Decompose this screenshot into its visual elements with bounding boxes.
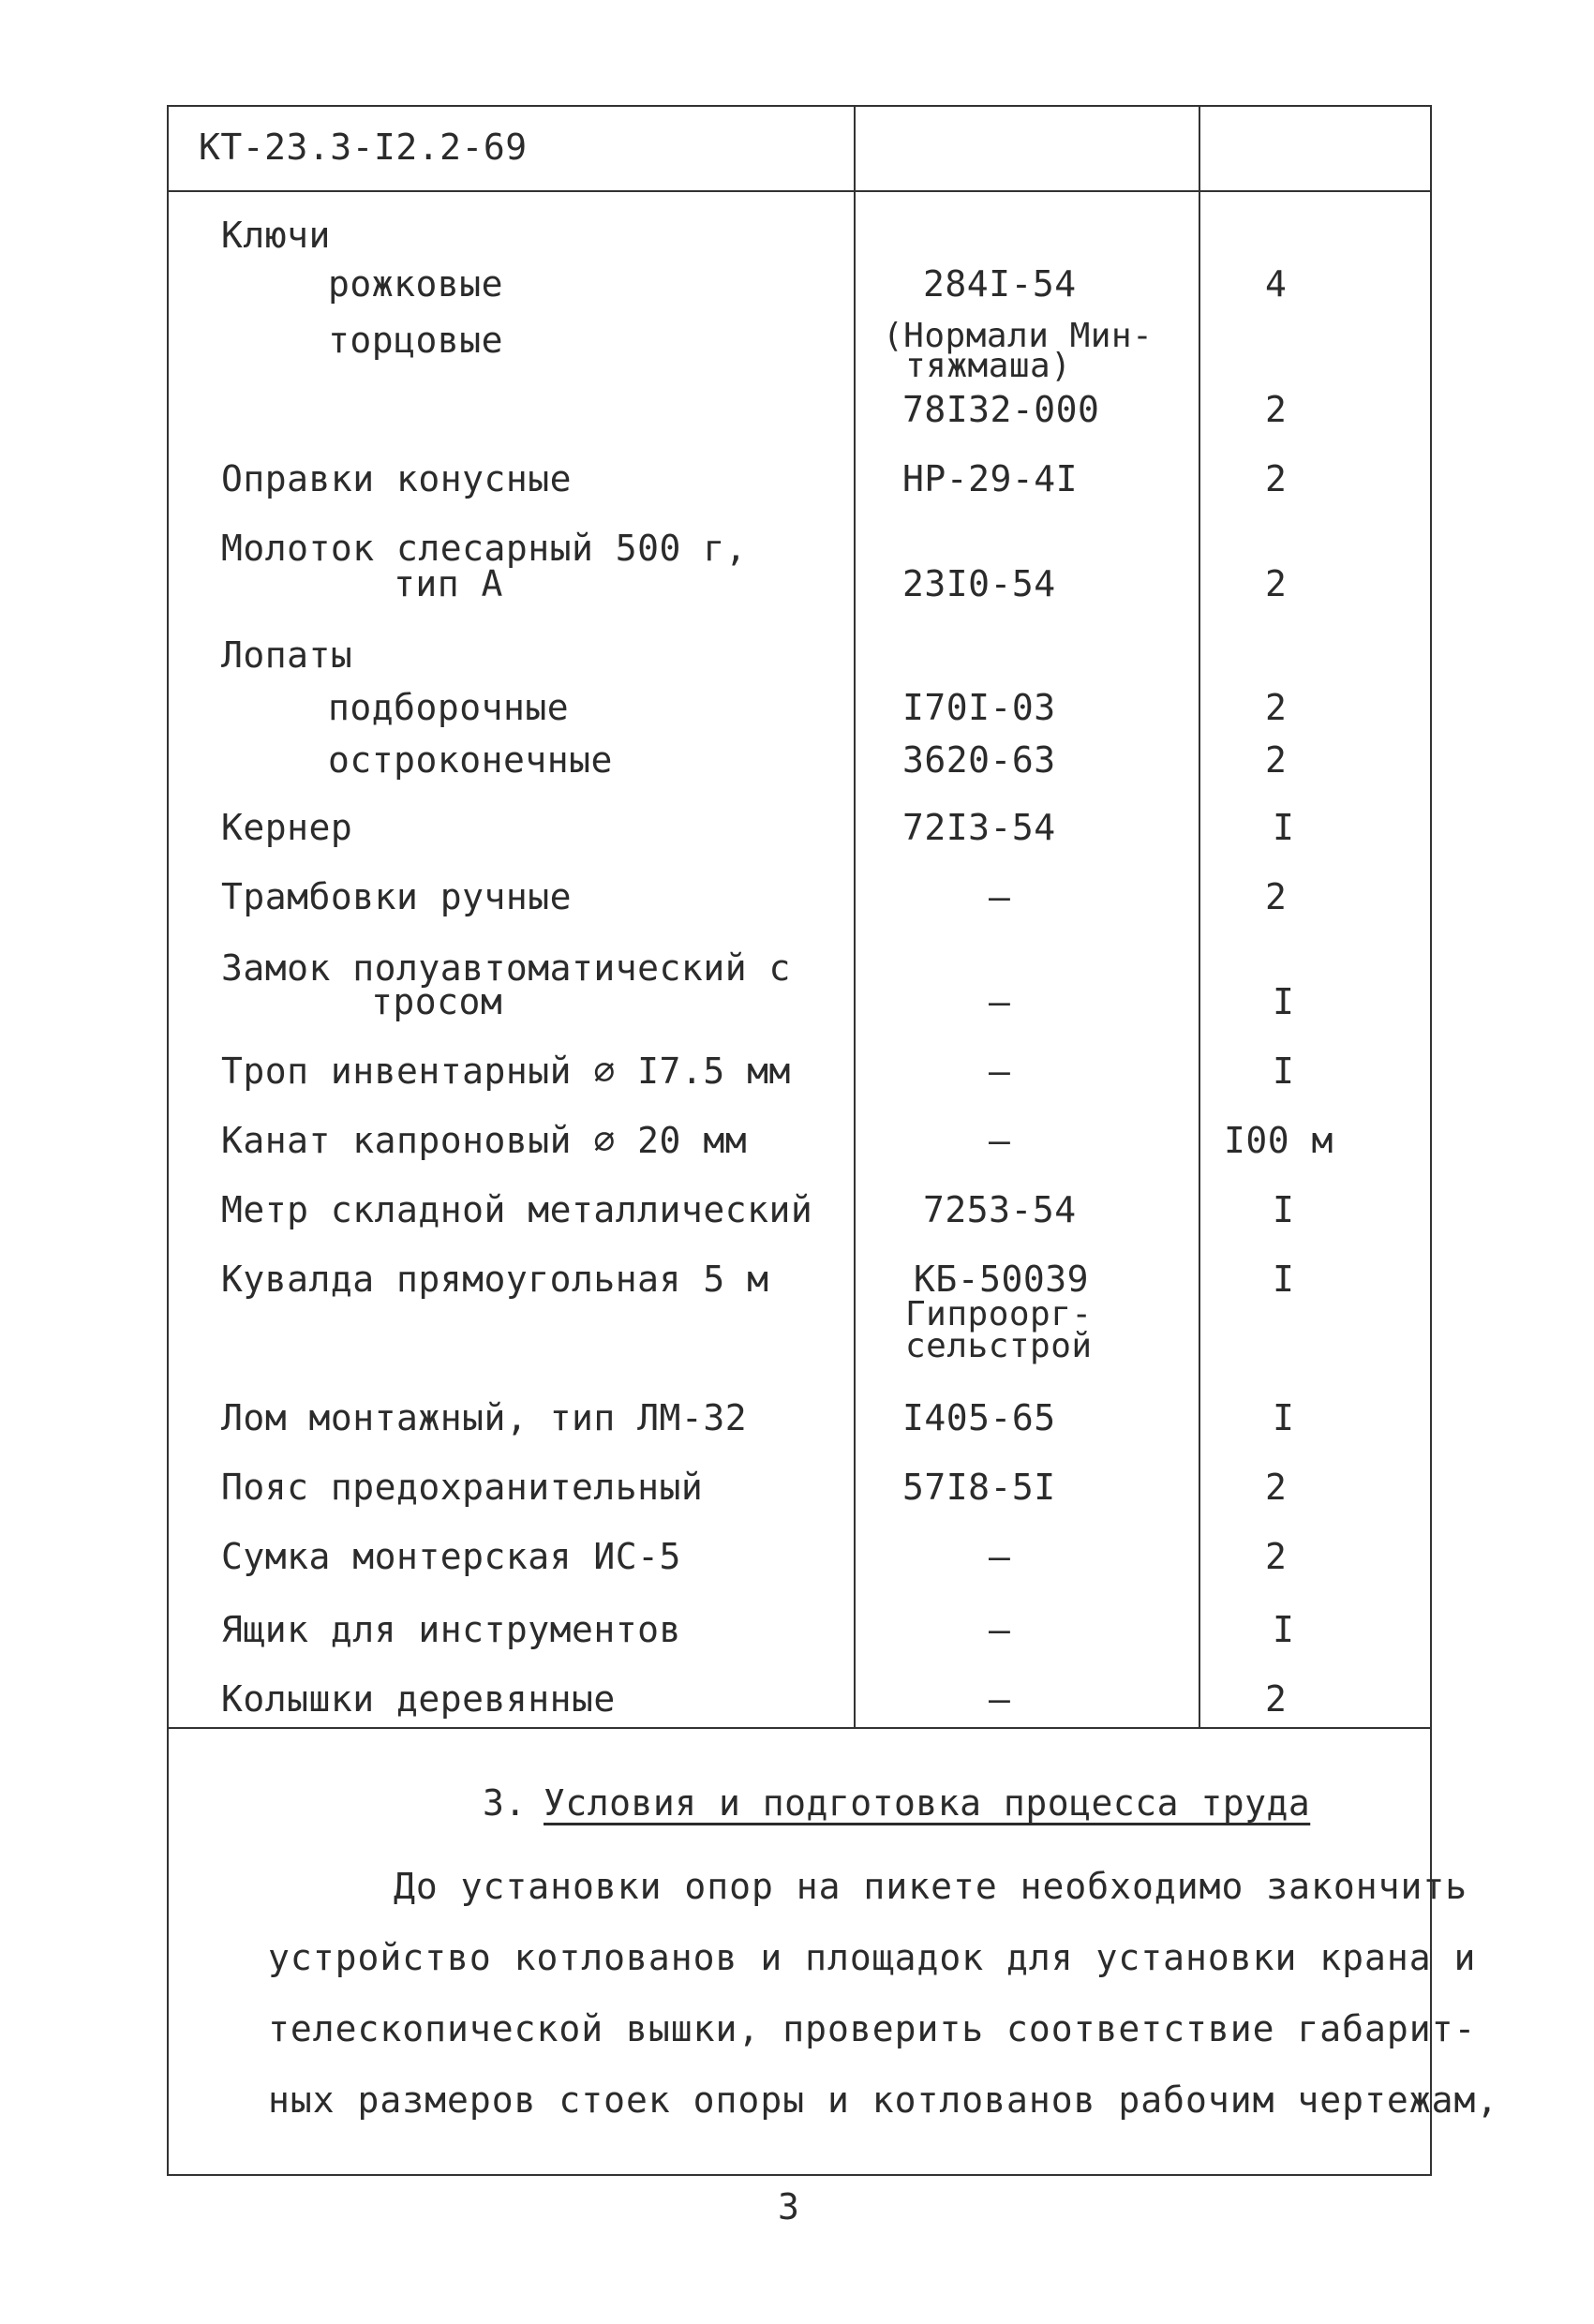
row-norm: КБ-50039 (914, 1259, 1090, 1300)
row-norm: 3620-63 (902, 739, 1056, 781)
row-qty: I (1273, 1609, 1295, 1650)
row-norm: 72I3-54 (902, 807, 1056, 848)
row-qty: I (1273, 1259, 1295, 1300)
row-norm: 284I-54 (923, 263, 1077, 305)
row-qty: I (1273, 807, 1295, 848)
paragraph-line: устройство котлованов и площадок для установки крана и (268, 1937, 1477, 1978)
section-number: 3. (483, 1782, 527, 1824)
section-title: Условия и подготовка процесса труда (544, 1782, 1311, 1824)
header-divider (167, 190, 1432, 192)
row-name: Метр складной металлический (221, 1189, 813, 1230)
row-norm: – (989, 1609, 1011, 1650)
row-qty: 2 (1265, 1467, 1288, 1508)
row-qty: 2 (1265, 739, 1288, 781)
row-name: Троп инвентарный ∅ I7.5 мм (221, 1050, 791, 1092)
row-norm: – (989, 876, 1011, 917)
paragraph-line: До установки опор на пикете необходимо закончить (394, 1866, 1468, 1907)
paragraph-line: ных размеров стоек опоры и котлованов рабочим чертежам, (268, 2079, 1499, 2121)
row-norm: 78I32-000 (902, 389, 1100, 430)
row-norm: – (989, 1120, 1011, 1161)
row-qty: I00 м (1224, 1120, 1333, 1161)
row-name: Колышки деревянные (221, 1678, 616, 1720)
row-name: Кернер (221, 807, 353, 848)
row-name: Ключи (221, 215, 331, 256)
row-name: Ящик для инструментов (221, 1609, 681, 1650)
row-qty: 2 (1265, 876, 1288, 917)
paragraph-line: телескопической вышки, проверить соответствие габарит- (268, 2008, 1477, 2049)
row-name: торцовые (328, 320, 504, 361)
row-name: Оправки конусные (221, 458, 573, 499)
row-norm: – (989, 1050, 1011, 1092)
row-norm: сельстрой (905, 1327, 1093, 1365)
row-name: Кувалда прямоугольная 5 м (221, 1259, 769, 1300)
row-name: тип А (394, 563, 503, 604)
row-name: Трамбовки ручные (221, 876, 573, 917)
row-qty: I (1273, 1050, 1295, 1092)
document-code: КТ-23.3-I2.2-69 (199, 127, 528, 168)
row-name: Замок полуавтоматический с (221, 947, 791, 989)
row-name: Сумка монтерская ИС-5 (221, 1536, 681, 1577)
row-name: Молоток слесарный 500 г, (221, 528, 748, 569)
column-divider-2 (1199, 105, 1200, 1729)
row-qty: 2 (1265, 563, 1288, 604)
row-name: Пояс предохранительный (221, 1467, 704, 1508)
row-name: Лом монтажный, тип ЛМ-32 (221, 1397, 748, 1438)
row-name: рожковые (328, 263, 504, 305)
column-divider-1 (854, 105, 856, 1729)
row-norm: 23I0-54 (902, 563, 1056, 604)
row-norm: Гипроорг- (905, 1295, 1093, 1333)
row-norm: тяжмаша) (905, 347, 1072, 385)
row-name: остроконечные (328, 739, 613, 781)
row-qty: I (1273, 1397, 1295, 1438)
row-name: подборочные (328, 687, 570, 728)
row-qty: 2 (1265, 458, 1288, 499)
row-norm: НР-29-4I (902, 458, 1079, 499)
row-qty: 2 (1265, 1678, 1288, 1720)
row-qty: 2 (1265, 389, 1288, 430)
page-number: 3 (778, 2186, 800, 2227)
table-bottom-line (167, 1727, 1432, 1729)
row-norm: – (989, 1678, 1011, 1720)
row-name: тросом (371, 981, 503, 1022)
row-norm: 57I8-5I (902, 1467, 1056, 1508)
row-norm: I70I-03 (902, 687, 1056, 728)
row-name: Канат капроновый ∅ 20 мм (221, 1120, 748, 1161)
row-norm: (Нормали Мин- (883, 317, 1154, 355)
row-name: Лопаты (221, 634, 353, 676)
row-norm: 7253-54 (923, 1189, 1077, 1230)
row-norm: – (989, 1536, 1011, 1577)
row-qty: 4 (1265, 263, 1288, 305)
row-norm: – (989, 981, 1011, 1022)
row-qty: I (1273, 1189, 1295, 1230)
row-qty: 2 (1265, 687, 1288, 728)
row-qty: 2 (1265, 1536, 1288, 1577)
row-qty: I (1273, 981, 1295, 1022)
row-norm: I405-65 (902, 1397, 1056, 1438)
